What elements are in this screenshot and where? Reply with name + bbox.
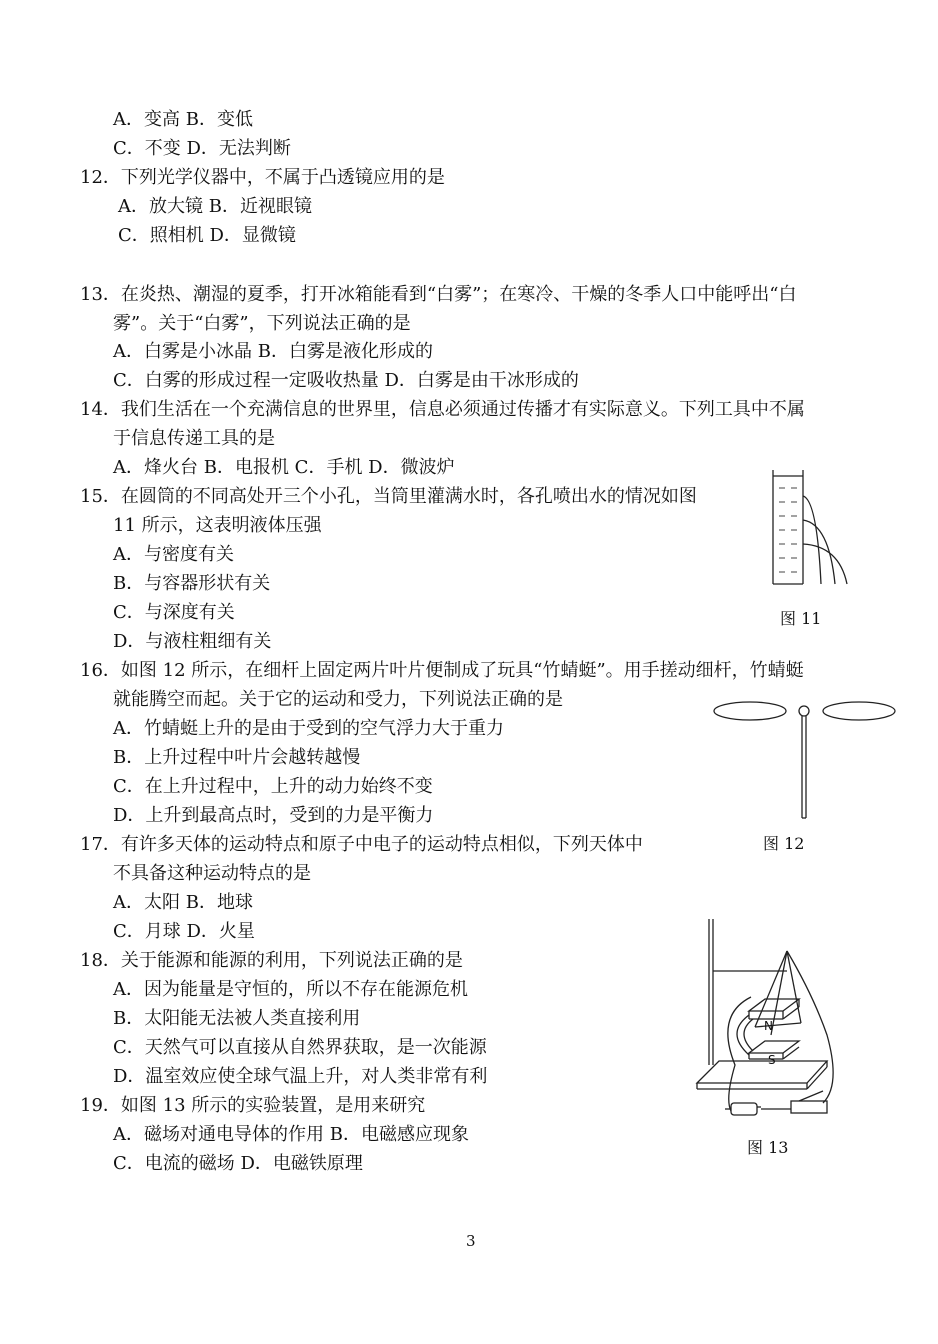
magnet-n-label: N	[764, 1019, 773, 1033]
q15-option-b: B．与容器形状有关	[113, 573, 271, 594]
q14-options: A．烽火台 B．电报机 C．手机 D．微波炉	[113, 457, 455, 478]
q13-options-ab: A．白雾是小冰晶 B．白雾是液化形成的	[113, 341, 433, 362]
q13-options-cd: C．白雾的形成过程一定吸收热量 D．白雾是由干冰形成的	[113, 370, 579, 391]
figure-13-caption: 图 13	[747, 1138, 789, 1157]
q11-options-ab: A．变高 B．变低	[113, 109, 253, 130]
q12-options-ab: A．放大镜 B．近视眼镜	[118, 196, 312, 217]
q19-stem: 19．如图 13 所示的实验装置，是用来研究	[80, 1095, 426, 1116]
q17-stem-line2: 不具备这种运动特点的是	[113, 863, 311, 884]
q19-options-cd: C．电流的磁场 D．电磁铁原理	[113, 1153, 363, 1174]
q16-option-b: B．上升过程中叶片会越转越慢	[113, 747, 361, 768]
page-number: 3	[466, 1232, 476, 1250]
q14-stem-line1: 14．我们生活在一个充满信息的世界里，信息必须通过传播才有实际意义。下列工具中不属	[80, 399, 805, 420]
q17-options-cd: C．月球 D．火星	[113, 921, 255, 942]
q17-options-ab: A．太阳 B．地球	[113, 892, 253, 913]
q18-stem: 18．关于能源和能源的利用，下列说法正确的是	[80, 950, 463, 971]
q13-stem-line2: 雾”。关于“白雾”，下列说法正确的是	[113, 313, 411, 334]
q16-option-c: C．在上升过程中，上升的动力始终不变	[113, 776, 433, 797]
q18-option-b: B．太阳能无法被人类直接利用	[113, 1008, 361, 1029]
q15-stem-line2: 11 所示，这表明液体压强	[113, 515, 322, 536]
q16-stem-line1: 16．如图 12 所示，在细杆上固定两片叶片便制成了玩具“竹蜻蜓”。用手搓动细杆，竹蜻蜓	[80, 660, 804, 681]
q12-options-cd: C．照相机 D．显微镜	[118, 225, 296, 246]
q18-option-d: D．温室效应使全球气温上升，对人类非常有利	[113, 1066, 488, 1087]
q16-stem-line2: 就能腾空而起。关于它的运动和受力，下列说法正确的是	[113, 689, 563, 710]
q13-stem-line1: 13．在炎热、潮湿的夏季，打开冰箱能看到“白雾”；在寒冷、干燥的冬季人口中能呼出“白	[80, 284, 797, 305]
q12-stem: 12．下列光学仪器中，不属于凸透镜应用的是	[80, 167, 445, 188]
q18-option-a: A．因为能量是守恒的，所以不存在能源危机	[113, 979, 468, 1000]
q19-options-ab: A．磁场对通电导体的作用 B．电磁感应现象	[113, 1124, 469, 1145]
figure-11-caption: 图 11	[780, 609, 822, 628]
q15-stem-line1: 15．在圆筒的不同高处开三个小孔，当筒里灌满水时，各孔喷出水的情况如图	[80, 486, 697, 507]
q15-option-a: A．与密度有关	[113, 544, 234, 565]
q17-stem-line1: 17．有许多天体的运动特点和原子中电子的运动特点相似，下列天体中	[80, 834, 643, 855]
q11-options-cd: C．不变 D．无法判断	[113, 138, 291, 159]
q18-option-c: C．天然气可以直接从自然界获取，是一次能源	[113, 1037, 487, 1058]
figure-12-bamboo-dragonfly	[712, 696, 897, 822]
figure-12-caption: 图 12	[763, 834, 805, 853]
figure-11-cylinder	[765, 468, 855, 588]
q15-option-c: C．与深度有关	[113, 602, 235, 623]
magnet-s-label: S	[768, 1053, 776, 1067]
q14-stem-line2: 于信息传递工具的是	[113, 428, 275, 449]
q15-option-d: D．与液柱粗细有关	[113, 631, 272, 652]
q16-option-d: D．上升到最高点时，受到的力是平衡力	[113, 805, 434, 826]
q16-option-a: A．竹蜻蜓上升的是由于受到的空气浮力大于重力	[113, 718, 504, 739]
